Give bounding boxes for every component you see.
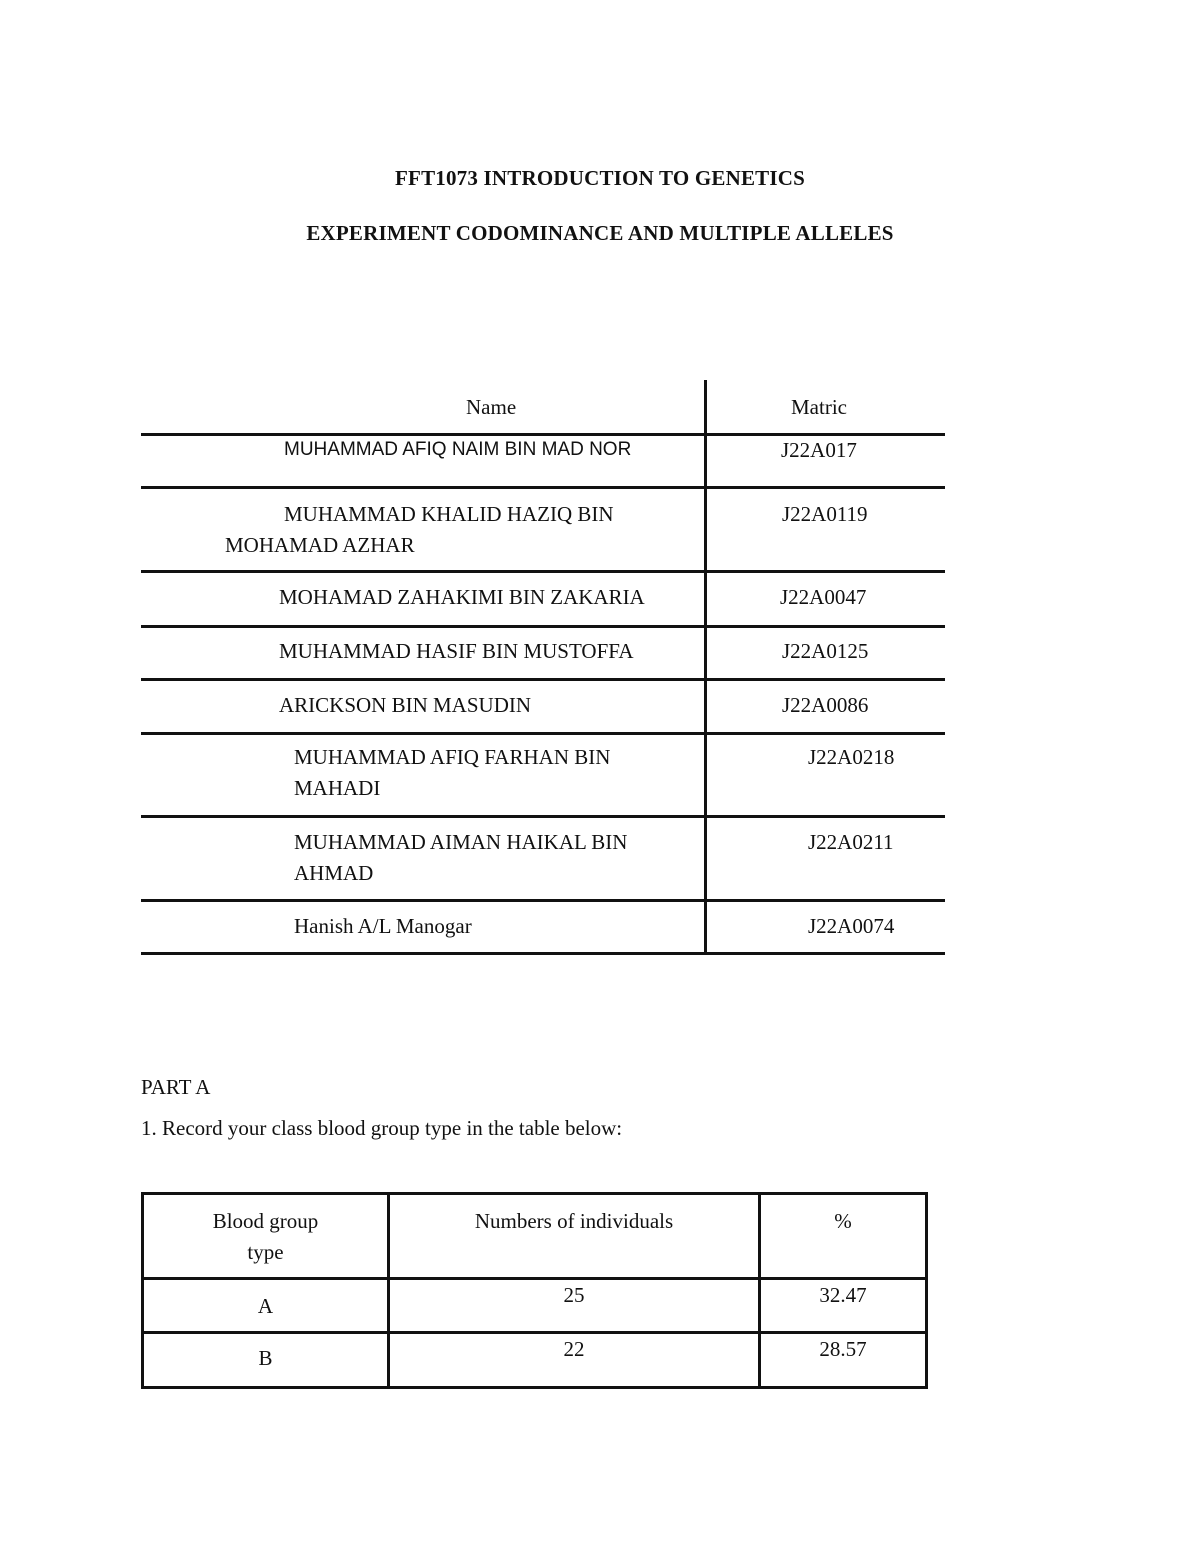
member-matric: J22A0074	[808, 914, 895, 938]
percent-cell: 28.57	[819, 1337, 867, 1361]
row-divider	[141, 1192, 928, 1195]
member-name-continued: MAHADI	[294, 776, 381, 800]
member-name: ARICKSON BIN MASUDIN	[279, 693, 532, 717]
percent-header: %	[834, 1209, 852, 1233]
part-a-heading: PART A	[141, 1075, 211, 1099]
row-divider	[141, 952, 945, 955]
row-divider	[141, 732, 945, 735]
matric-header: Matric	[791, 395, 847, 419]
part-a-question: 1. Record your class blood group type in the table below:	[141, 1116, 623, 1140]
blood-type-header-line1: Blood group	[212, 1209, 319, 1233]
blood-type-cell: B	[258, 1346, 273, 1370]
count-cell: 25	[563, 1283, 585, 1307]
member-matric: J22A0047	[780, 585, 867, 609]
course-title: FFT1073 INTRODUCTION TO GENETICS	[395, 166, 805, 190]
count-cell: 22	[563, 1337, 585, 1361]
blood-type-cell: A	[257, 1294, 274, 1318]
member-name: MUHAMMAD KHALID HAZIQ BIN	[284, 502, 614, 526]
member-matric: J22A0119	[782, 502, 868, 526]
count-header: Numbers of individuals	[474, 1209, 674, 1233]
member-matric: J22A017	[781, 438, 857, 462]
blood-type-header-line2: type	[247, 1240, 284, 1264]
row-divider	[141, 486, 945, 489]
member-name: MUHAMMAD AIMAN HAIKAL BIN	[294, 830, 628, 854]
row-divider	[141, 815, 945, 818]
member-name: MUHAMMAD HASIF BIN MUSTOFFA	[279, 639, 634, 663]
row-divider	[141, 1386, 928, 1389]
member-name: MUHAMMAD AFIQ NAIM BIN MAD NOR	[284, 439, 632, 460]
member-matric: J22A0218	[808, 745, 895, 769]
column-divider	[925, 1192, 928, 1389]
experiment-title: EXPERIMENT CODOMINANCE AND MULTIPLE ALLELES	[306, 221, 894, 245]
member-name: Hanish A/L Manogar	[294, 914, 472, 938]
row-divider	[141, 678, 945, 681]
blood-group-table	[141, 1192, 928, 1389]
column-divider	[704, 380, 707, 955]
row-divider	[141, 899, 945, 902]
member-name: MUHAMMAD AFIQ FARHAN BIN	[294, 745, 611, 769]
percent-cell: 32.47	[819, 1283, 867, 1307]
member-name: MOHAMAD ZAHAKIMI BIN ZAKARIA	[279, 585, 645, 609]
member-matric: J22A0211	[808, 830, 894, 854]
row-divider	[141, 625, 945, 628]
name-header: Name	[466, 395, 517, 419]
member-name-continued: MOHAMAD AZHAR	[225, 533, 415, 557]
member-matric: J22A0086	[782, 693, 869, 717]
members-table	[141, 380, 945, 955]
member-matric: J22A0125	[782, 639, 869, 663]
member-name-continued: AHMAD	[294, 861, 374, 885]
row-divider	[141, 570, 945, 573]
blood-type-header	[144, 1206, 387, 1268]
